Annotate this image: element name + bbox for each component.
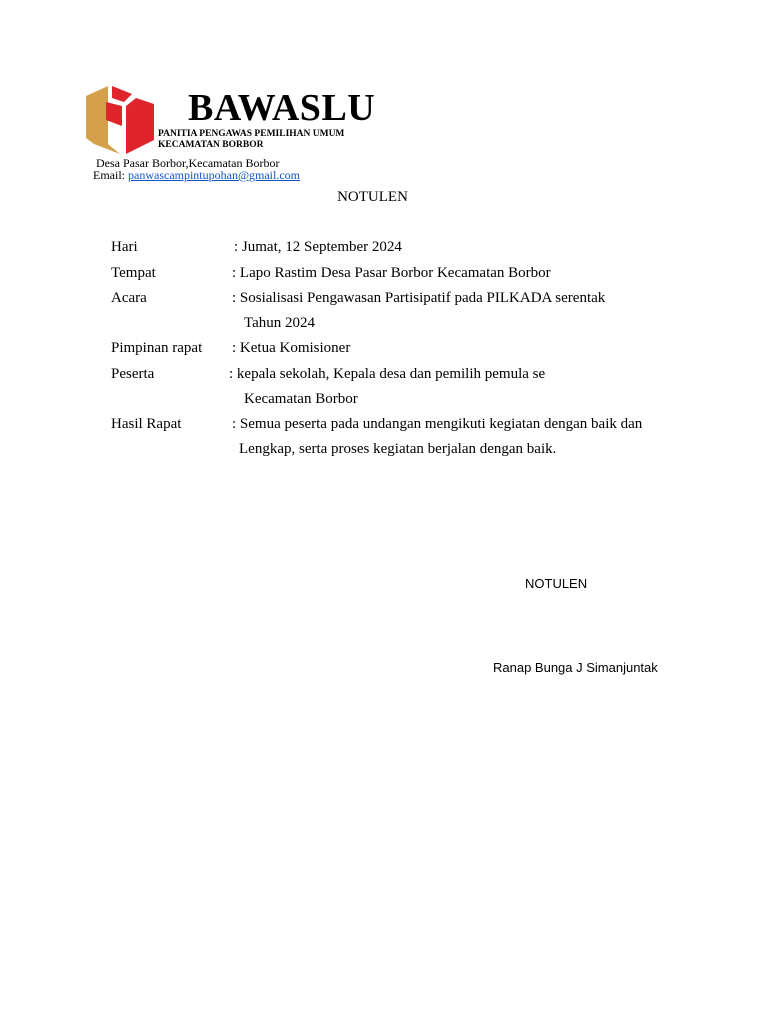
brand-title: BAWASLU	[188, 87, 376, 129]
email-link[interactable]: panwascampintupohan@gmail.com	[128, 168, 301, 182]
bawaslu-logo-icon	[84, 84, 156, 156]
field-value-continuation: Tahun 2024	[244, 315, 316, 331]
field-value: : Semua peserta pada undangan mengikuti kegiatan dengan baik dan	[232, 416, 643, 432]
field-value-continuation: Lengkap, serta proses kegiatan berjalan dengan baik.	[239, 441, 557, 457]
field-value: : Lapo Rastim Desa Pasar Borbor Kecamatan Borbor	[232, 265, 551, 281]
field-label: Tempat	[111, 265, 156, 281]
field-label: Hari	[111, 239, 138, 255]
brand-subtitle	[158, 129, 344, 151]
field-label: Hasil Rapat	[111, 416, 182, 432]
field-value-continuation: Kecamatan Borbor	[244, 391, 358, 407]
field-label: Pimpinan rapat	[111, 340, 203, 356]
field-value: : Jumat, 12 September 2024	[234, 239, 402, 255]
field-value: : Sosialisasi Pengawasan Partisipatif pada PILKADA serentak	[232, 290, 606, 306]
signature-name: Ranap Bunga J Simanjuntak	[493, 660, 658, 675]
field-label: Acara	[111, 290, 147, 306]
field-value: : kepala sekolah, Kepala desa dan pemilih pemula se	[229, 366, 546, 382]
email-line	[93, 168, 300, 182]
brand-subtitle-line1: PANITIA PENGAWAS PEMILIHAN UMUM	[158, 129, 345, 139]
field-label: Peserta	[111, 366, 155, 382]
signature-title: NOTULEN	[525, 576, 588, 591]
brand-subtitle-line2: KECAMATAN BORBOR	[158, 140, 264, 150]
field-value: : Ketua Komisioner	[232, 340, 351, 356]
address: Desa Pasar Borbor,Kecamatan Borbor	[96, 156, 280, 170]
email-label: Email:	[93, 168, 125, 182]
document-title: NOTULEN	[337, 189, 408, 205]
